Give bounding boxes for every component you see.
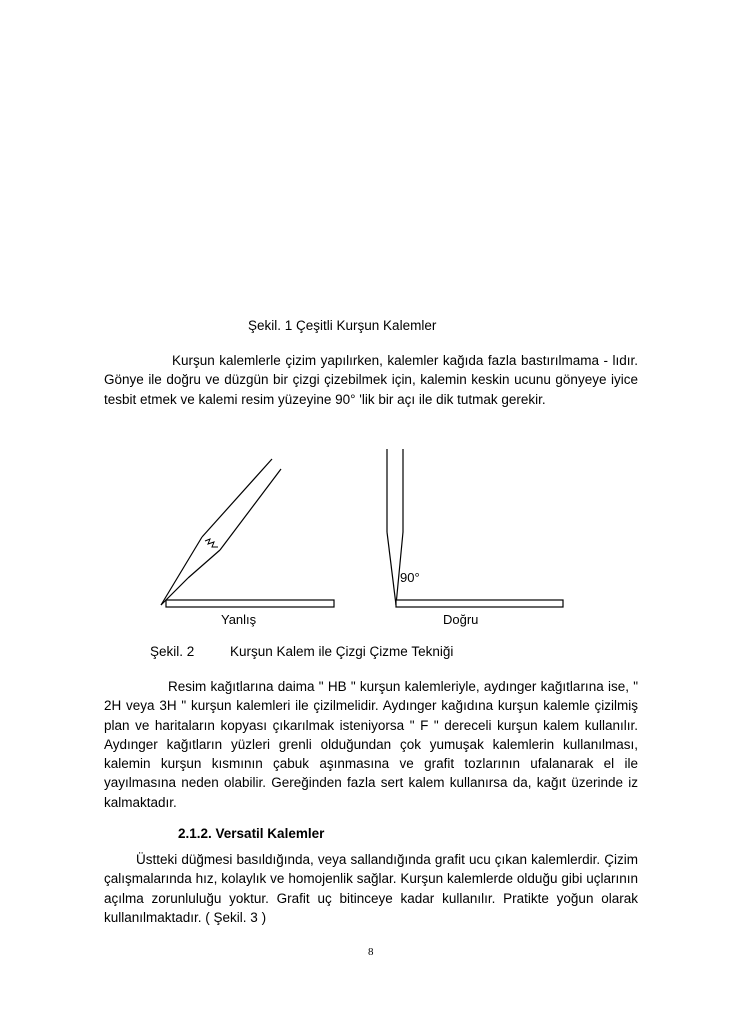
page-number: 8 bbox=[368, 946, 374, 958]
pencil-technique-diagram bbox=[150, 445, 580, 630]
figure2-caption-number: Şekil. 2 bbox=[150, 644, 195, 659]
tilted-pencil-drawing bbox=[161, 459, 281, 605]
paragraph-mechanical-pencils: Üstteki düğmesi basıldığında, veya sallandığında grafit ucu çıkan kalemlerdir. Çizim çalışmalarında hız, kolaylık ve homojenlik sağlar. Kurşun kalemlerde olduğu gibi uçlarının açılma zorunluluğu yoktur. Grafit uç bitinceye kadar kullanılır. Pratikte yoğun olarak kullanılmaktadır. ( Şekil. 3 ) bbox=[104, 852, 638, 925]
ruler-right bbox=[396, 600, 563, 607]
paragraph-pencil-pressure: Kurşun kalemlerle çizim yapılırken, kalemler kağıda fazla bastırılmama - lıdır. Gönye ile doğru ve düzgün bir çizgi çizebilmek için, kalemin keskin ucunu gönyeye iyice tesbit etmek ve kalemi resim yüzeyine 90° 'lik bir açı ile dik tutmak gerekir. bbox=[104, 353, 638, 407]
wrong-label: Yanlış bbox=[221, 612, 257, 627]
figure2-caption-title: Kurşun Kalem ile Çizgi Çizme Tekniği bbox=[230, 644, 454, 659]
figure1-caption: Şekil. 1 Çeşitli Kurşun Kalemler bbox=[248, 318, 437, 333]
ruler-wrong bbox=[166, 600, 334, 607]
paragraph-paper-pencil-grades: Resim kağıtlarına daima " HB " kurşun kalemleriyle, aydınger kağıtlarına ise, " 2H veya 3H " kurşun kalemleri ile çizilmelidir. Aydınger kağıdına kurşun kalemle çizilmiş plan ve haritaların kopyası çıkarılmak isteniyorsa " F " dereceli kurşun kalem kullanılır. Aydınger kağıtların yüzleri grenli olduğundan çok yumuşak kalemlerin kullanılması, kalemin kurşun kısmının çabuk aşınmasına ve grafit tozlarının ufalanarak el ile yayılmasına neden olabilir. Gereğinden fazla sert kalem kullanırsa da, kağıt üzerinde iz kalmaktadır. bbox=[104, 679, 638, 810]
angle-label: 90° bbox=[400, 570, 420, 585]
right-label: Doğru bbox=[443, 612, 479, 627]
section-heading: 2.1.2. Versatil Kalemler bbox=[178, 826, 325, 841]
